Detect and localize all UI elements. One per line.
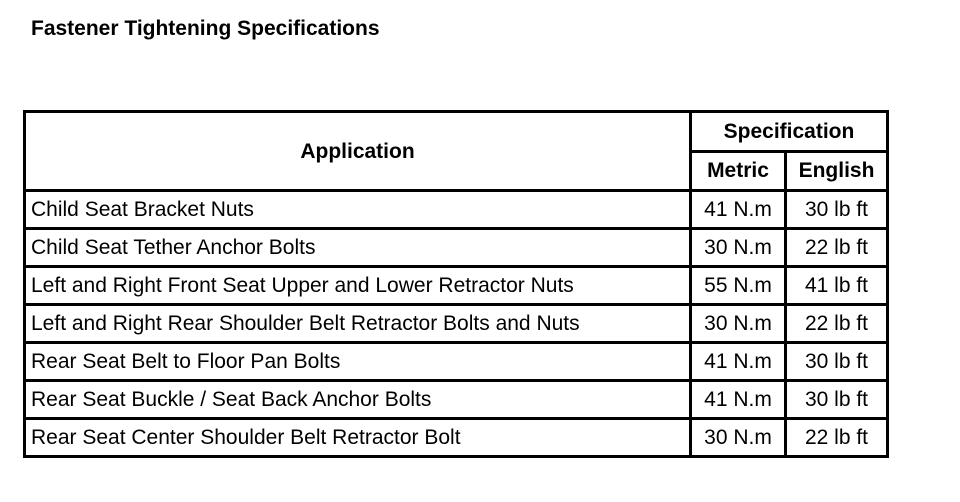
- application-cell: Rear Seat Buckle / Seat Back Anchor Bolts: [25, 381, 691, 419]
- application-column-header: Application: [25, 112, 691, 191]
- english-value-cell: 22 lb ft: [786, 229, 888, 267]
- english-value-cell: 30 lb ft: [786, 191, 888, 229]
- metric-column-header: Metric: [691, 151, 786, 191]
- table-row: [25, 191, 888, 229]
- table-row: [25, 267, 888, 305]
- table-row: [25, 343, 888, 381]
- application-cell: Rear Seat Center Shoulder Belt Retractor Bolt: [25, 419, 691, 457]
- specification-column-header: Specification: [691, 112, 888, 152]
- english-value-cell: 30 lb ft: [786, 381, 888, 419]
- application-cell: Rear Seat Belt to Floor Pan Bolts: [25, 343, 691, 381]
- metric-value-cell: 41 N.m: [691, 381, 786, 419]
- application-cell: Child Seat Tether Anchor Bolts: [25, 229, 691, 267]
- metric-value-cell: 30 N.m: [691, 229, 786, 267]
- english-value-cell: 22 lb ft: [786, 305, 888, 343]
- fastener-spec-table: [23, 110, 889, 458]
- table-row: [25, 229, 888, 267]
- table-row: [25, 381, 888, 419]
- application-cell: Child Seat Bracket Nuts: [25, 191, 691, 229]
- english-value-cell: 30 lb ft: [786, 343, 888, 381]
- metric-value-cell: 41 N.m: [691, 343, 786, 381]
- english-value-cell: 22 lb ft: [786, 419, 888, 457]
- application-cell: Left and Right Rear Shoulder Belt Retractor Bolts and Nuts: [25, 305, 691, 343]
- metric-value-cell: 41 N.m: [691, 191, 786, 229]
- application-cell: Left and Right Front Seat Upper and Lower Retractor Nuts: [25, 267, 691, 305]
- table-row: [25, 419, 888, 457]
- metric-value-cell: 30 N.m: [691, 305, 786, 343]
- metric-value-cell: 55 N.m: [691, 267, 786, 305]
- table-header-row: [25, 112, 888, 152]
- metric-value-cell: 30 N.m: [691, 419, 786, 457]
- page-title: Fastener Tightening Specifications: [31, 17, 380, 40]
- english-value-cell: 41 lb ft: [786, 267, 888, 305]
- table-row: [25, 305, 888, 343]
- english-column-header: English: [786, 151, 888, 191]
